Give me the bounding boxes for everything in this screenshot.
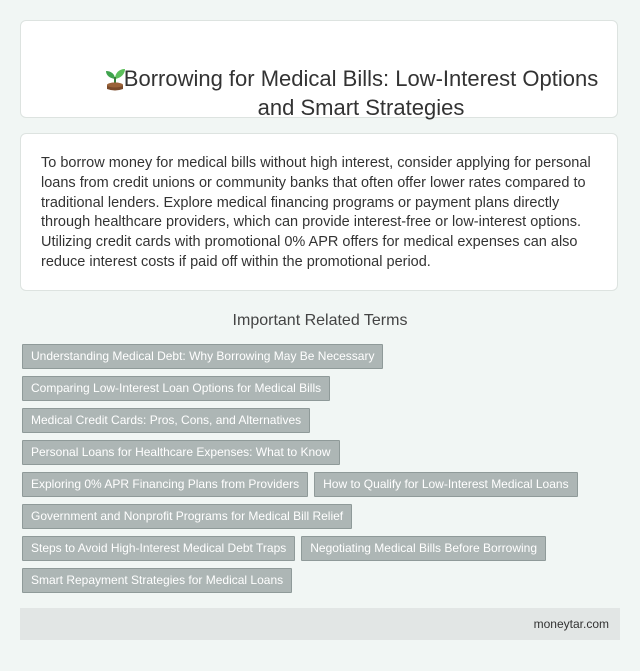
term-tag[interactable]: Negotiating Medical Bills Before Borrowing [301, 536, 546, 561]
term-row [22, 376, 622, 408]
term-row [22, 568, 622, 600]
summary-text: To borrow money for medical bills without high interest, consider applying for personal loans from credit unions or community banks that often offer lower rates compared to traditional lenders. Explore medical financing programs or payment plans directly through healthcare providers, which can provide interest-free or low-interest options. Utilizing credit cards with promotional 0% APR offers for medical expenses can also reduce interest costs if paid off within the promotional period. [41, 155, 591, 270]
term-tag[interactable]: Exploring 0% APR Financing Plans from Providers [22, 472, 308, 497]
term-row [22, 504, 622, 536]
term-row [22, 440, 622, 472]
term-tag[interactable]: Comparing Low-Interest Loan Options for Medical Bills [22, 376, 330, 401]
term-tag[interactable]: How to Qualify for Low-Interest Medical Loans [314, 472, 577, 497]
related-terms-heading: Important Related Terms [232, 312, 408, 329]
term-tag[interactable]: Understanding Medical Debt: Why Borrowing May Be Necessary [22, 344, 383, 369]
term-row [22, 408, 622, 440]
term-tag[interactable]: Personal Loans for Healthcare Expenses: What to Know [22, 440, 340, 465]
term-tag[interactable]: Government and Nonprofit Programs for Medical Bill Relief [22, 504, 352, 529]
term-tag[interactable]: Steps to Avoid High-Interest Medical Debt Traps [22, 536, 295, 561]
term-row [22, 472, 622, 504]
term-tag[interactable]: Smart Repayment Strategies for Medical Loans [22, 568, 292, 593]
term-row [22, 536, 622, 568]
related-terms-list [22, 344, 622, 600]
summary-card [20, 133, 618, 291]
page-title: Borrowing for Medical Bills: Low-Interest Options and Smart Strategies [123, 66, 599, 120]
footer-site-link[interactable]: moneytar.com [533, 617, 609, 631]
footer [20, 608, 620, 640]
term-row [22, 344, 622, 376]
term-tag[interactable]: Medical Credit Cards: Pros, Cons, and Alternatives [22, 408, 310, 433]
title-card [20, 20, 618, 118]
